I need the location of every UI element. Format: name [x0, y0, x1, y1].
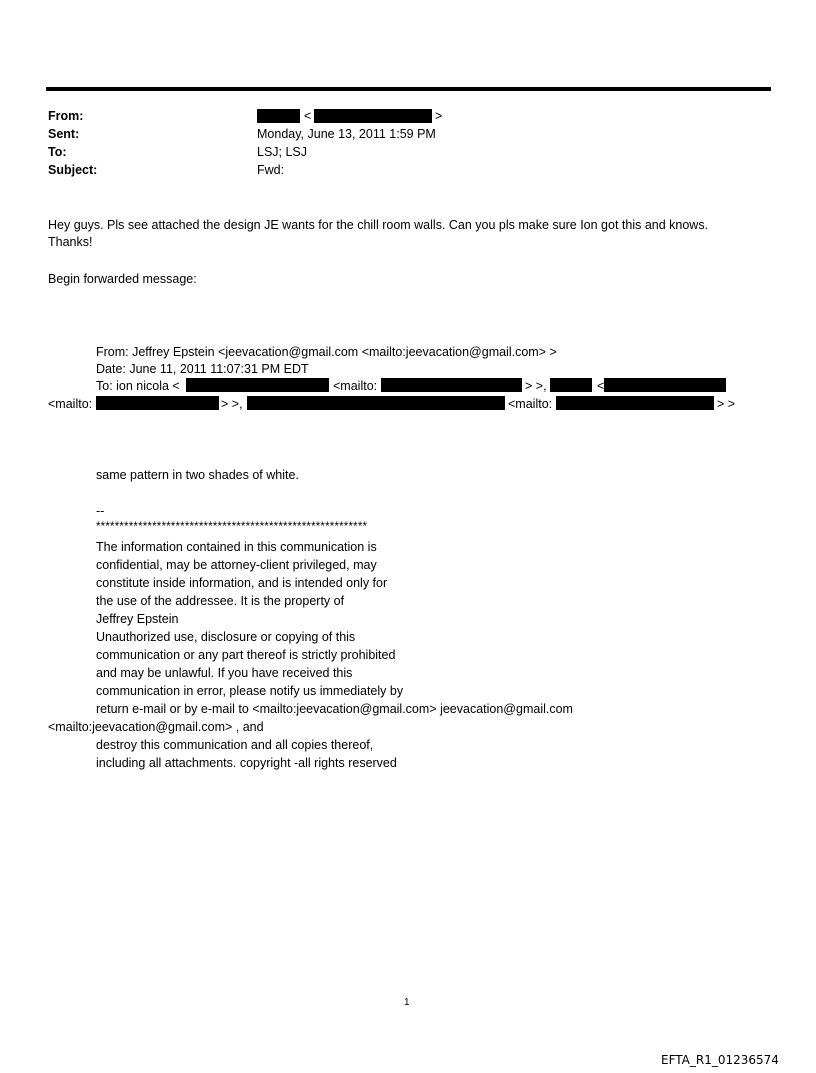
- from-gt: >: [435, 109, 443, 123]
- redaction-box: [381, 378, 522, 392]
- fwd-to-lt-2: <: [597, 379, 605, 393]
- disclaimer-line: communication in error, please notify us immediately by: [96, 684, 404, 698]
- sent-label: Sent:: [48, 127, 80, 141]
- document-id: EFTA_R1_01236574: [661, 1053, 779, 1067]
- disclaimer-line: Jeffrey Epstein: [96, 612, 179, 626]
- redaction-box: [314, 109, 432, 123]
- from-label: From:: [48, 109, 84, 123]
- fwd-mailto-3: <mailto:: [508, 397, 553, 411]
- header-rule: [46, 87, 771, 91]
- fwd-close-2: > >,: [221, 397, 243, 411]
- redaction-box: [604, 378, 726, 392]
- fwd-mailto-2: <mailto:: [48, 397, 93, 411]
- fwd-body: same pattern in two shades of white.: [96, 468, 299, 482]
- to-value: LSJ; LSJ: [257, 145, 308, 159]
- disclaimer-line: confidential, may be attorney-client privileged, may: [96, 558, 377, 572]
- sent-value: Monday, June 13, 2011 1:59 PM: [257, 127, 436, 141]
- disclaimer-line: return e-mail or by e-mail to <mailto:jeevacation@gmail.com> jeevacation@gmail.com: [96, 702, 573, 716]
- fwd-from-line: From: Jeffrey Epstein <jeevacation@gmail.com <mailto:jeevacation@gmail.com> >: [96, 345, 557, 359]
- to-label: To:: [48, 145, 67, 159]
- disclaimer-line: the use of the addressee. It is the property of: [96, 594, 345, 608]
- redaction-box: [257, 109, 300, 123]
- sig-stars: **********************************************************: [96, 521, 368, 533]
- redaction-box: [247, 396, 505, 410]
- disclaimer-line: Unauthorized use, disclosure or copying of this: [96, 630, 356, 644]
- redaction-box: [186, 378, 329, 392]
- disclaimer-line: communication or any part thereof is strictly prohibited: [96, 648, 396, 662]
- disclaimer-line: The information contained in this communication is: [96, 540, 377, 554]
- page-number: 1: [404, 997, 410, 1008]
- fwd-to-prefix: To: ion nicola <: [96, 379, 180, 393]
- message-line-1: Hey guys. Pls see attached the design JE wants for the chill room walls. Can you pls make sure Ion got this and knows.: [48, 218, 709, 232]
- fwd-to-mailto-1: <mailto:: [333, 379, 378, 393]
- fwd-close-3: > >: [717, 397, 736, 411]
- subject-label: Subject:: [48, 163, 98, 177]
- from-lt: <: [304, 109, 312, 123]
- disclaimer-mailto-wrap: <mailto:jeevacation@gmail.com> , and: [48, 720, 264, 734]
- disclaimer-line: including all attachments. copyright -all rights reserved: [96, 756, 397, 770]
- message-line-2: Thanks!: [48, 235, 93, 249]
- subject-value: Fwd:: [257, 163, 285, 177]
- fwd-date-line: Date: June 11, 2011 11:07:31 PM EDT: [96, 362, 309, 376]
- disclaimer-line: destroy this communication and all copies thereof,: [96, 738, 374, 752]
- redaction-box: [556, 396, 714, 410]
- sig-dash: --: [96, 504, 105, 518]
- disclaimer-line: constitute inside information, and is intended only for: [96, 576, 388, 590]
- redaction-box: [550, 378, 592, 392]
- fwd-to-close-1: > >,: [525, 379, 547, 393]
- redaction-box: [96, 396, 219, 410]
- disclaimer-line: and may be unlawful. If you have received this: [96, 666, 353, 680]
- begin-forwarded: Begin forwarded message:: [48, 272, 197, 286]
